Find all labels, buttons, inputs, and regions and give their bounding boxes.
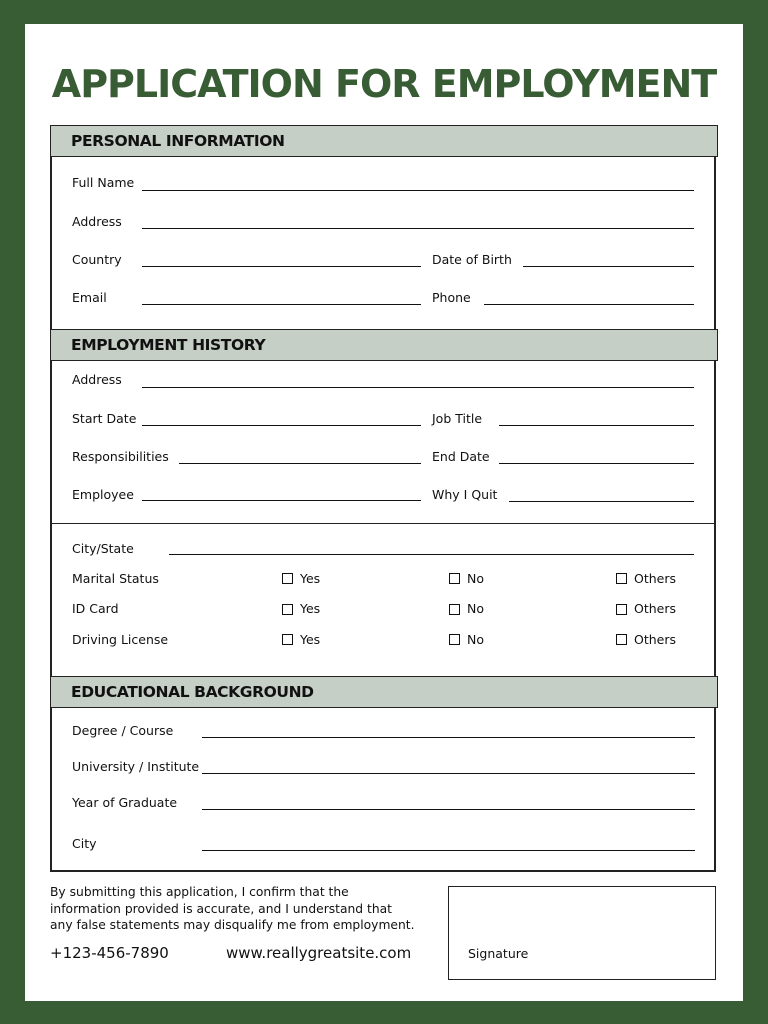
job-title-field[interactable] — [499, 425, 694, 426]
driving-license-yes-checkbox[interactable] — [282, 634, 293, 645]
disclaimer-line: any false statements may disqualify me from employment. — [50, 918, 415, 932]
option-no-label: No — [467, 601, 484, 616]
full-name-label: Full Name — [72, 175, 135, 190]
section-divider — [50, 523, 716, 524]
address-field[interactable] — [142, 228, 694, 229]
university-label: University / Institute — [72, 759, 200, 774]
degree-label: Degree / Course — [72, 723, 174, 738]
marital-status-label: Marital Status — [72, 571, 159, 586]
disclaimer-line: information provided is accurate, and I understand that — [50, 901, 392, 916]
start-date-label: Start Date — [72, 411, 137, 426]
personal-info-header — [50, 125, 718, 157]
marital-no-checkbox[interactable] — [449, 573, 460, 584]
disclaimer-text — [50, 884, 445, 934]
marital-yes-checkbox[interactable] — [282, 573, 293, 584]
country-label: Country — [72, 252, 122, 267]
responsibilities-field[interactable] — [179, 463, 421, 464]
end-date-field[interactable] — [499, 463, 694, 464]
driving-license-others-checkbox[interactable] — [616, 634, 627, 645]
city-state-label: City/State — [72, 541, 134, 556]
responsibilities-label: Responsibilities — [72, 449, 169, 464]
driving-license-label: Driving License — [72, 632, 169, 647]
marital-others-checkbox[interactable] — [616, 573, 627, 584]
full-name-field[interactable] — [142, 190, 694, 191]
employment-address-field[interactable] — [142, 387, 694, 388]
employment-address-label: Address — [72, 372, 122, 387]
phone-field[interactable] — [484, 304, 694, 305]
id-card-others-checkbox[interactable] — [616, 604, 627, 615]
id-card-no-checkbox[interactable] — [449, 604, 460, 615]
email-label: Email — [72, 290, 107, 305]
phone-label: Phone — [432, 290, 471, 305]
option-no-label: No — [467, 632, 484, 647]
id-card-label: ID Card — [72, 601, 119, 616]
address-label: Address — [72, 214, 122, 229]
education-city-label: City — [72, 836, 97, 851]
contact-phone: +123-456-7890 — [50, 944, 169, 962]
option-no-label: No — [467, 571, 484, 586]
employment-history-header — [50, 329, 718, 361]
job-title-label: Job Title — [432, 411, 483, 426]
year-of-graduate-label: Year of Graduate — [72, 795, 178, 810]
driving-license-no-checkbox[interactable] — [449, 634, 460, 645]
section-title: EMPLOYMENT HISTORY — [71, 336, 266, 354]
employee-label: Employee — [72, 487, 134, 502]
signature-box[interactable] — [448, 886, 716, 980]
option-others-label: Others — [634, 571, 677, 586]
disclaimer-line: By submitting this application, I confirm that the — [50, 885, 349, 899]
year-of-graduate-field[interactable] — [202, 809, 695, 810]
section-title: PERSONAL INFORMATION — [71, 132, 285, 150]
why-i-quit-label: Why I Quit — [432, 487, 498, 502]
option-others-label: Others — [634, 601, 677, 616]
signature-label: Signature — [468, 946, 529, 961]
option-yes-label: Yes — [300, 571, 321, 586]
country-field[interactable] — [142, 266, 421, 267]
university-field[interactable] — [202, 773, 695, 774]
start-date-field[interactable] — [142, 425, 421, 426]
option-others-label: Others — [634, 632, 677, 647]
option-yes-label: Yes — [300, 601, 321, 616]
degree-field[interactable] — [202, 737, 695, 738]
why-i-quit-field[interactable] — [509, 501, 694, 502]
contact-website[interactable]: www.reallygreatsite.com — [226, 944, 412, 962]
education-city-field[interactable] — [202, 850, 695, 851]
date-of-birth-label: Date of Birth — [432, 252, 512, 267]
option-yes-label: Yes — [300, 632, 321, 647]
employee-field[interactable] — [142, 500, 421, 501]
city-state-field[interactable] — [169, 554, 694, 555]
end-date-label: End Date — [432, 449, 490, 464]
email-field[interactable] — [142, 304, 421, 305]
form-title: APPLICATION FOR EMPLOYMENT — [51, 62, 717, 106]
date-of-birth-field[interactable] — [523, 266, 694, 267]
section-title: EDUCATIONAL BACKGROUND — [71, 683, 314, 701]
id-card-yes-checkbox[interactable] — [282, 604, 293, 615]
educational-background-header — [50, 676, 718, 708]
